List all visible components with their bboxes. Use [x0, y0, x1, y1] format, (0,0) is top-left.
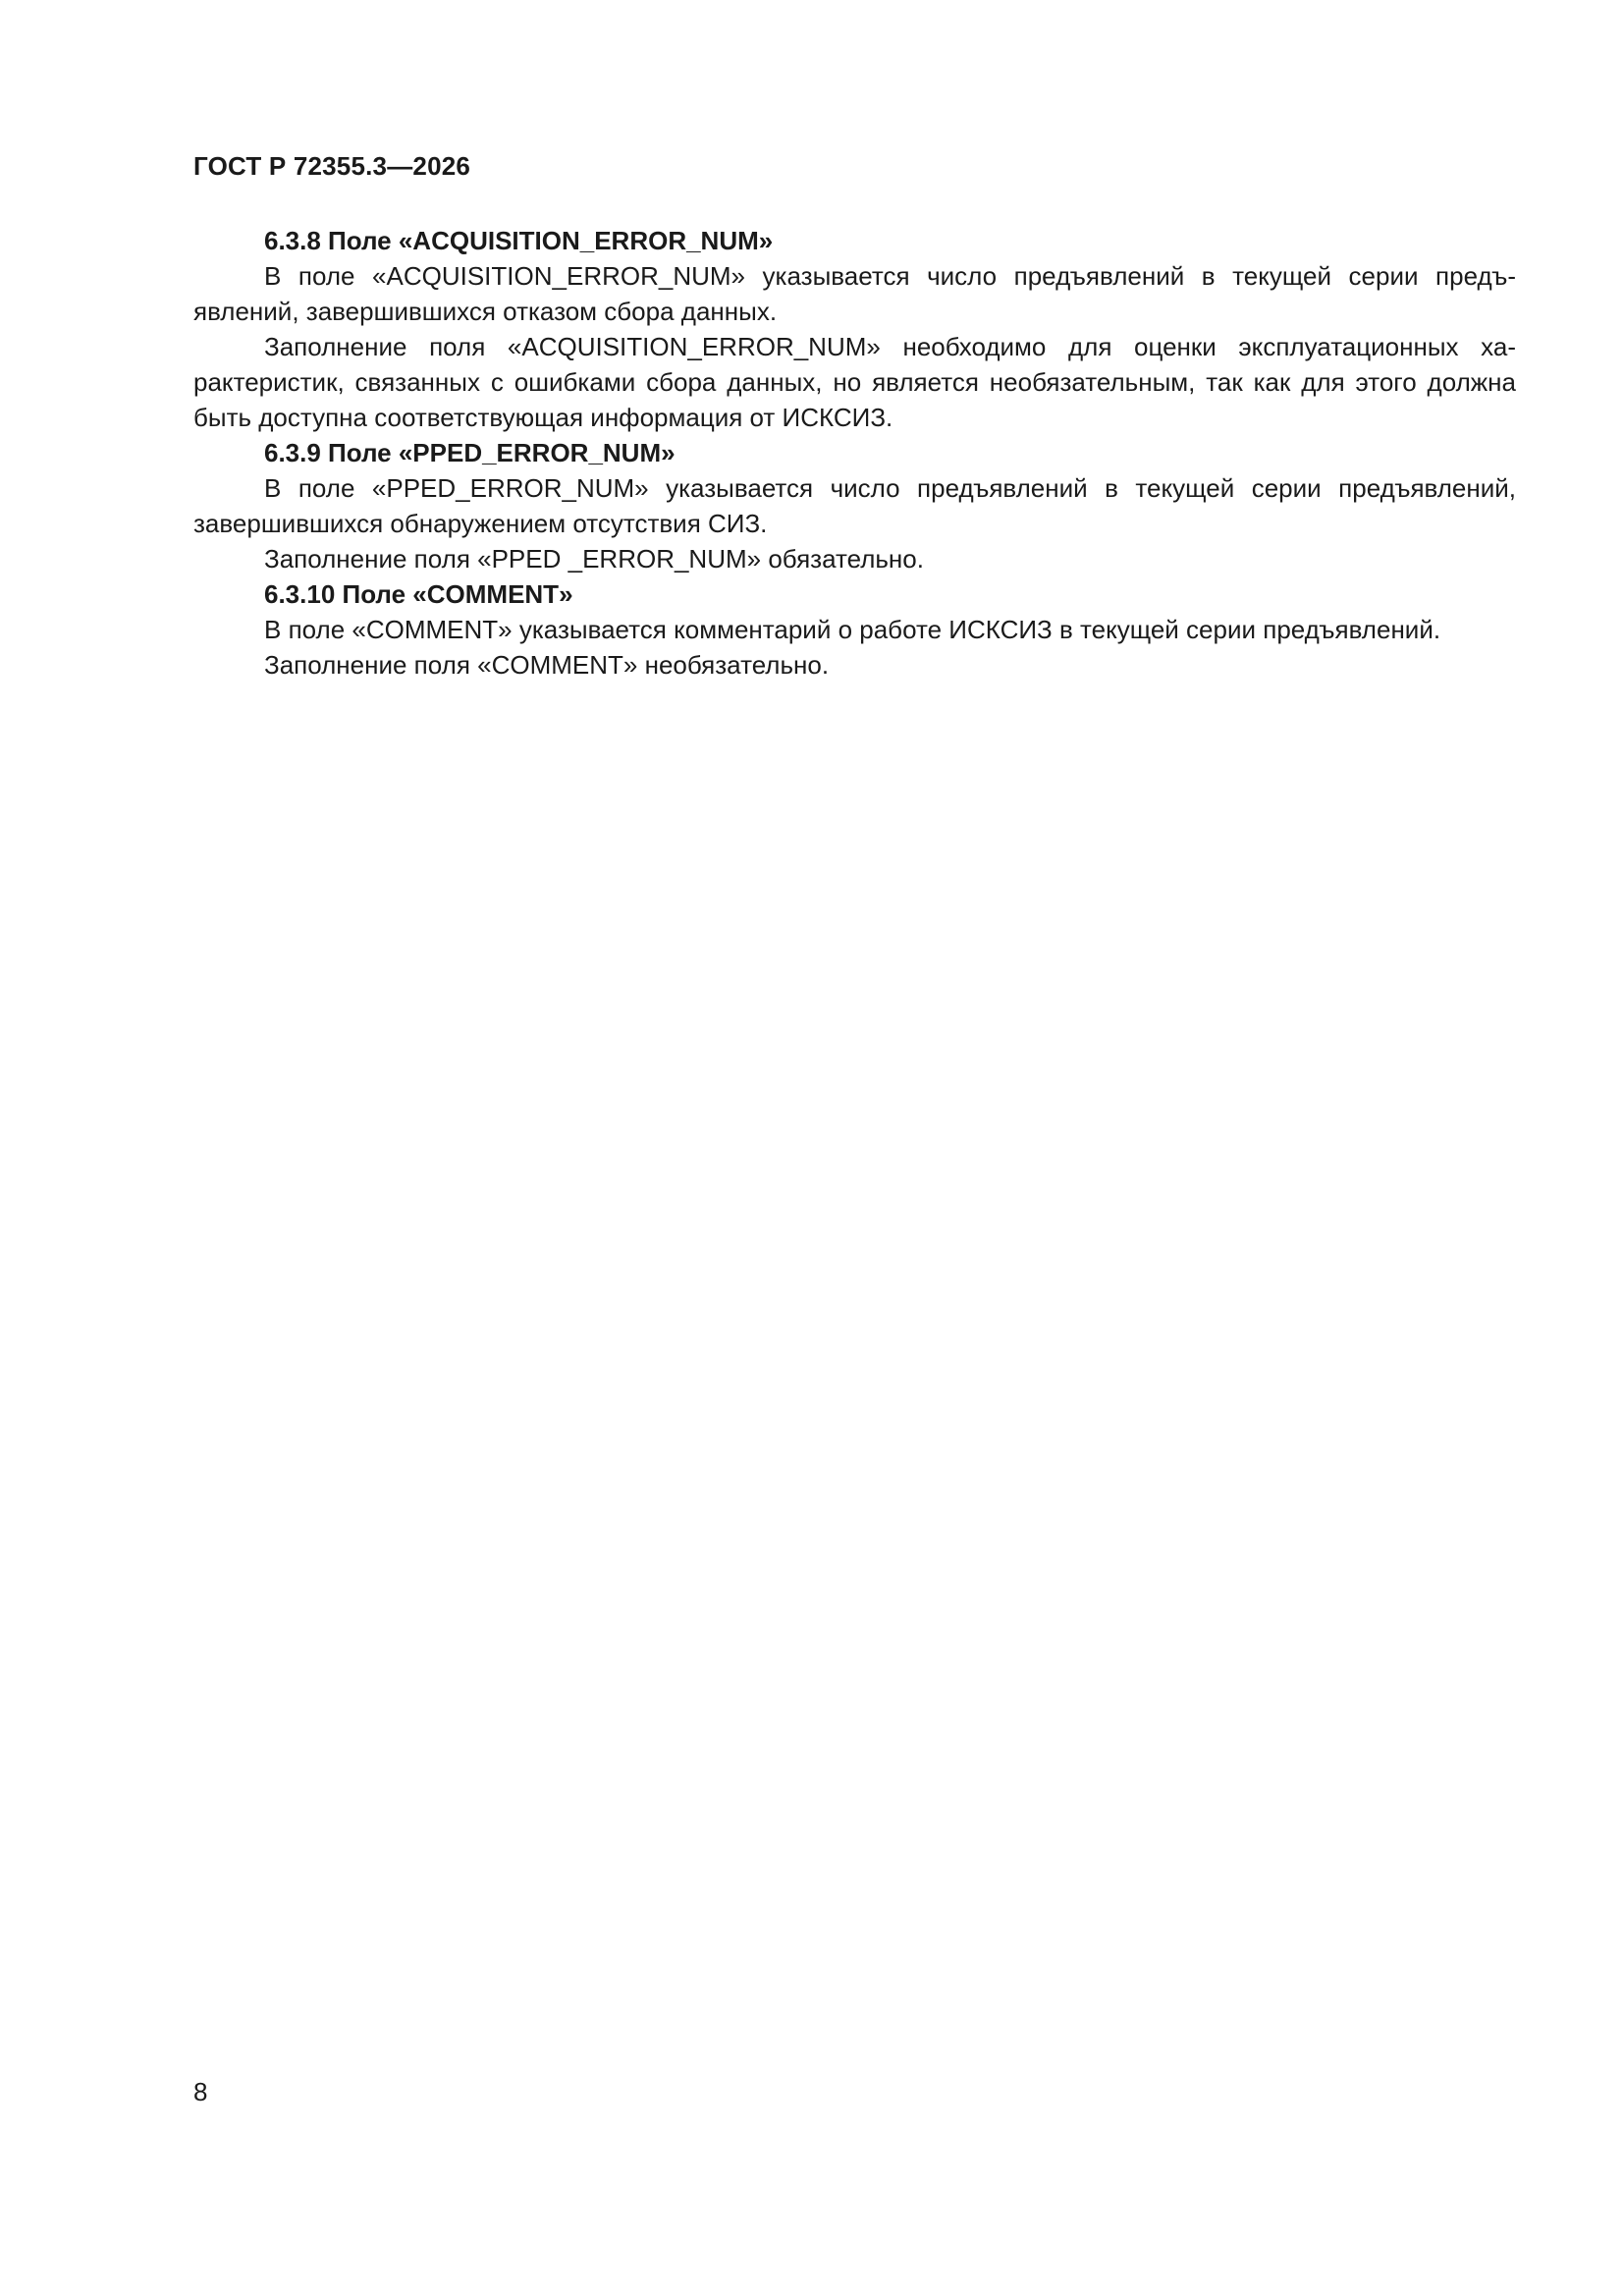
paragraph: В поле «ACQUISITION_ERROR_NUM» указывается число предъявлений в текущей серии предъявлений, завершившихся отказом сбора данных. [193, 261, 1516, 326]
paragraph: Заполнение поля «PPED _ERROR_NUM» обязательно. [264, 544, 924, 574]
paragraph: В поле «PPED_ERROR_NUM» указывается число предъявлений в текущей серии предъявлений, завершившихся обнаружением отсутствия СИЗ. [193, 473, 1516, 538]
section-heading-6-3-10: 6.3.10 Поле «COMMENT» [264, 579, 573, 609]
paragraph: Заполнение поля «COMMENT» необязательно. [264, 650, 830, 680]
document-body [193, 223, 1516, 683]
document-designation: ГОСТ Р 72355.3—2026 [193, 151, 471, 181]
paragraph: Заполнение поля «ACQUISITION_ERROR_NUM» необходимо для оценки эксплуатационных характеристик, связанных с ошибками сбора данных, но является необязательным, так как для этого должна быть доступна соответствующая информация от ИСКСИЗ. [193, 332, 1516, 432]
paragraph: В поле «COMMENT» указывается комментарий о работе ИСКСИЗ в текущей серии предъявлений. [264, 615, 1441, 644]
section-heading-6-3-9: 6.3.9 Поле «PPED_ERROR_NUM» [264, 438, 676, 467]
section-heading-6-3-8: 6.3.8 Поле «ACQUISITION_ERROR_NUM» [264, 226, 774, 255]
page-number: 8 [193, 2077, 208, 2106]
